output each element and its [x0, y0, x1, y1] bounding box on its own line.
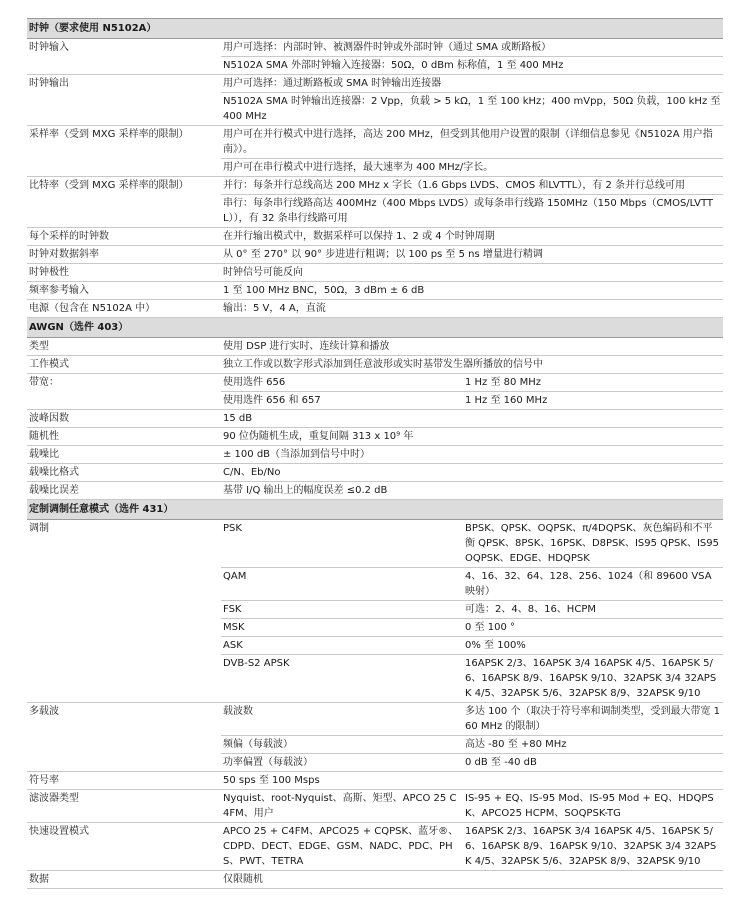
value-detail: 0% 至 100% — [465, 640, 526, 651]
row-label: 数据 — [27, 871, 221, 889]
spec-row — [27, 464, 723, 482]
row-value-line: C/N、Eb/No — [223, 467, 281, 478]
row-label: 调制 — [27, 520, 221, 703]
value-detail: BPSK、QPSK、OQPSK、π/4DQPSK、灰色编码和不平衡 QPSK、8PSK、16PSK、D8PSK、IS95 QPSK、IS95 OQPSK、EDGE、HDQPSK — [465, 523, 719, 564]
spec-row — [27, 39, 723, 75]
row-value — [221, 282, 723, 300]
section-header — [27, 318, 723, 338]
row-value-line: 用户可在并行模式中进行选择，高达 200 MHz，但受到其他用户设置的限制（详细信息参见《N5102A 用户指南》）。 — [221, 126, 723, 159]
value-key: APCO 25 + C4FM、APCO25 + CQPSK、蓝牙®、CDPD、DECT、EDGE、GSM、NADC、PDC、PHS、PWT、TETRA — [223, 826, 459, 867]
row-label: 多载波 — [27, 703, 221, 772]
row-value — [221, 374, 723, 410]
row-value — [221, 871, 723, 889]
value-detail: 可选：2、4、8、16、HCPM — [465, 604, 596, 615]
value-detail: 0 至 100 ° — [465, 622, 515, 633]
row-value-line: 90 位伪随机生成，重复间隔 313 x 10⁹ 年 — [223, 431, 414, 442]
row-value — [221, 823, 723, 871]
spec-table — [27, 18, 723, 889]
spec-row — [27, 300, 723, 318]
value-key: ASK — [223, 640, 243, 651]
spec-row — [27, 246, 723, 264]
value-key: Nyquist、root-Nyquist、高斯、矩型、APCO 25 C4FM、用户 — [223, 793, 457, 819]
row-value — [221, 482, 723, 500]
value-detail: 16APSK 2/3、16APSK 3/4 16APSK 4/5、16APSK 5/6、16APSK 8/9、16APSK 9/10、32APSK 3/4 32APSK 4/5、32APSK 5/6、32APSK 8/9、32APSK 9/10 — [465, 658, 717, 699]
row-value — [221, 338, 723, 356]
row-value — [221, 264, 723, 282]
section-title: AWGN（选件 403） — [27, 318, 723, 338]
section-title: 定制调制任意模式（选件 431） — [27, 500, 723, 520]
value-detail: 多达 100 个（取决于符号率和调制类型，受到最大带宽 160 MHz 的限制） — [465, 706, 720, 732]
row-value — [221, 228, 723, 246]
spec-row — [27, 410, 723, 428]
row-value-line: 串行：每条串行线路高达 400MHz（400 Mbps LVDS）或每条串行线路 150MHz（150 Mbps（CMOS/LVTTL）），有 32 条串行线路可用 — [223, 198, 714, 224]
spec-row — [27, 772, 723, 790]
spec-row — [27, 374, 723, 410]
value-pair — [221, 655, 723, 702]
value-pair — [221, 520, 723, 568]
spec-row — [27, 282, 723, 300]
spec-row — [27, 177, 723, 228]
row-value-line: 用户可选择：通过断路板或 SMA 时钟输出连接器 — [221, 75, 723, 93]
row-label: 波峰因数 — [27, 410, 221, 428]
value-key: PSK — [223, 523, 242, 534]
value-key: 载波数 — [223, 706, 253, 717]
row-label: 滤波器类型 — [27, 790, 221, 823]
spec-page — [27, 18, 723, 889]
section-title: 时钟（要求使用 N5102A） — [27, 19, 723, 39]
section-header — [27, 19, 723, 39]
row-label: 快速设置模式 — [27, 823, 221, 871]
value-pair — [221, 823, 723, 870]
row-value — [221, 772, 723, 790]
row-value-line: 从 0° 至 270° 以 90° 步进进行粗调；以 100 ps 至 5 ns 增量进行精调 — [223, 249, 543, 260]
section-header — [27, 500, 723, 520]
row-label: 载噪比 — [27, 446, 221, 464]
value-detail: 高达 -80 至 +80 MHz — [465, 739, 567, 750]
row-label: 类型 — [27, 338, 221, 356]
value-detail: 16APSK 2/3、16APSK 3/4 16APSK 4/5、16APSK 5/6、16APSK 8/9、16APSK 9/10、32APSK 3/4 32APSK 4/5、32APSK 5/6、32APSK 8/9、32APSK 9/10 — [465, 826, 717, 867]
row-value — [221, 75, 723, 126]
value-pair — [221, 637, 723, 655]
row-value-line: 15 dB — [223, 413, 253, 424]
row-value-line: 使用 DSP 进行实时、连续计算和播放 — [223, 341, 390, 352]
spec-row — [27, 264, 723, 282]
spec-row — [27, 790, 723, 823]
value-pair — [221, 754, 723, 771]
spec-row — [27, 338, 723, 356]
value-pair — [221, 374, 723, 392]
row-label: 工作模式 — [27, 356, 221, 374]
spec-row — [27, 126, 723, 177]
value-detail: IS-95 + EQ、IS-95 Mod、IS-95 Mod + EQ、HDQPSK、APCO25 HCPM、SOQPSK-TG — [465, 793, 714, 819]
value-pair — [221, 703, 723, 736]
row-value — [221, 790, 723, 823]
row-label: 随机性 — [27, 428, 221, 446]
row-value — [221, 464, 723, 482]
row-value — [221, 300, 723, 318]
value-pair — [221, 619, 723, 637]
row-value-line: 输出：5 V，4 A，直流 — [223, 303, 326, 314]
row-label: 每个采样的时钟数 — [27, 228, 221, 246]
row-value-line: 基带 I/Q 输出上的幅度误差 ≤0.2 dB — [223, 485, 388, 496]
spec-row — [27, 446, 723, 464]
row-label: 载噪比格式 — [27, 464, 221, 482]
row-label: 载噪比误差 — [27, 482, 221, 500]
value-key: 频偏（每载波） — [223, 739, 293, 750]
row-value — [221, 410, 723, 428]
row-value — [221, 126, 723, 177]
value-key: 功率偏置（每载波） — [223, 757, 313, 768]
spec-row — [27, 520, 723, 703]
row-value — [221, 177, 723, 228]
spec-row — [27, 482, 723, 500]
row-label: 比特率（受到 MXG 采样率的限制） — [27, 177, 221, 228]
value-key: 使用选件 656 和 657 — [223, 395, 321, 406]
value-pair — [221, 601, 723, 619]
row-value — [221, 520, 723, 703]
value-detail: 1 Hz 至 80 MHz — [465, 377, 541, 388]
row-label: 时钟极性 — [27, 264, 221, 282]
value-pair — [221, 568, 723, 601]
row-label: 符号率 — [27, 772, 221, 790]
row-value-line: 用户可选择：内部时钟、被测器件时钟或外部时钟（通过 SMA 或断路板） — [221, 39, 723, 57]
row-value-line: 仅限随机 — [223, 874, 263, 885]
value-detail: 1 Hz 至 160 MHz — [465, 395, 548, 406]
value-key: 使用选件 656 — [223, 377, 286, 388]
spec-row — [27, 871, 723, 889]
row-label: 频率参考输入 — [27, 282, 221, 300]
row-value-line: 并行：每条并行总线高达 200 MHz x 字长（1.6 Gbps LVDS、CMOS 和LVTTL），有 2 条并行总线可用 — [221, 177, 723, 195]
row-value-line: ± 100 dB（当添加到信号中时） — [223, 449, 371, 460]
value-key: FSK — [223, 604, 242, 615]
spec-row — [27, 356, 723, 374]
value-detail: 0 dB 至 -40 dB — [465, 757, 537, 768]
row-value-line: 在并行输出模式中，数据采样可以保持 1、2 或 4 个时钟周期 — [223, 231, 495, 242]
spec-row — [27, 703, 723, 772]
row-value — [221, 703, 723, 772]
row-value-line: 独立工作或以数字形式添加到任意波形或实时基带发生器所播放的信号中 — [223, 359, 543, 370]
row-value-line: 1 至 100 MHz BNC，50Ω，3 dBm ± 6 dB — [223, 285, 425, 296]
row-label: 电源（包含在 N5102A 中） — [27, 300, 221, 318]
value-key: DVB-S2 APSK — [223, 658, 290, 669]
value-key: MSK — [223, 622, 245, 633]
row-label: 时钟对数据斜率 — [27, 246, 221, 264]
row-value — [221, 428, 723, 446]
row-value-line: N5102A SMA 时钟输出连接器：2 Vpp，负载 > 5 kΩ，1 至 100 kHz；400 mVpp，50Ω 负载，100 kHz 至 400 MHz — [223, 96, 721, 122]
row-value — [221, 356, 723, 374]
row-value-line: 用户可在串行模式中进行选择，最大速率为 400 MHz/字长。 — [223, 162, 494, 173]
row-label: 时钟输出 — [27, 75, 221, 126]
row-value-line: 50 sps 至 100 Msps — [223, 775, 320, 786]
row-value-line: 时钟信号可能反向 — [223, 267, 303, 278]
spec-row — [27, 75, 723, 126]
value-detail: 4、16、32、64、128、256、1024（和 89600 VSA 映射） — [465, 571, 712, 597]
value-pair — [221, 736, 723, 754]
row-value — [221, 446, 723, 464]
row-label: 时钟输入 — [27, 39, 221, 75]
row-value — [221, 246, 723, 264]
row-label: 采样率（受到 MXG 采样率的限制） — [27, 126, 221, 177]
row-value — [221, 39, 723, 75]
value-key: QAM — [223, 571, 247, 582]
spec-row — [27, 228, 723, 246]
row-label: 带宽： — [27, 374, 221, 410]
row-value-line: N5102A SMA 外部时钟输入连接器：50Ω，0 dBm 标称值，1 至 400 MHz — [223, 60, 564, 71]
value-pair — [221, 392, 723, 409]
spec-row — [27, 823, 723, 871]
value-pair — [221, 790, 723, 822]
spec-row — [27, 428, 723, 446]
